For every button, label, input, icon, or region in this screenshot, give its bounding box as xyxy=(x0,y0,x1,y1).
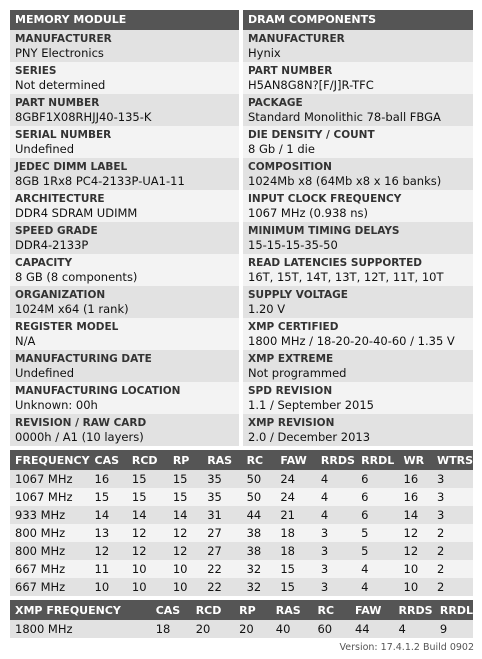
info-cell xyxy=(10,94,239,126)
info-value: Hynix xyxy=(248,46,281,60)
xmp-col-header: FAW xyxy=(350,600,394,620)
timing-cell: 50 xyxy=(242,470,276,488)
info-value: 15-15-15-35-50 xyxy=(248,238,338,252)
timing-cell: 15 xyxy=(168,470,202,488)
xmp-col-header: RRDL xyxy=(435,600,473,620)
info-label: XMP REVISION xyxy=(248,417,335,429)
timing-cell: 21 xyxy=(275,506,316,524)
info-value: 1.1 / September 2015 xyxy=(248,398,374,412)
timing-cell: 22 xyxy=(202,578,241,596)
timing-cell: 4 xyxy=(356,560,398,578)
timing-cell: 12 xyxy=(90,542,127,560)
info-label: ORGANIZATION xyxy=(15,289,106,301)
timing-col-header: RC xyxy=(242,450,276,470)
info-value: Not determined xyxy=(15,78,106,92)
info-label: ARCHITECTURE xyxy=(15,193,105,205)
timing-cell: 12 xyxy=(399,542,432,560)
timing-cell: 10 xyxy=(168,560,202,578)
timing-cell: 4 xyxy=(316,488,356,506)
xmp-col-header: RC xyxy=(312,600,349,620)
timing-col-header: RRDS xyxy=(316,450,356,470)
timing-cell: 44 xyxy=(242,506,276,524)
timing-cell: 3 xyxy=(432,506,473,524)
version-label: Version: 17.4.1.2 Build 0902 xyxy=(339,642,474,653)
timing-cell: 15 xyxy=(275,560,316,578)
xmp-cell: 18 xyxy=(151,620,191,638)
info-label: DIE DENSITY / COUNT xyxy=(248,129,375,141)
info-value: 16T, 15T, 14T, 13T, 12T, 11T, 10T xyxy=(248,270,444,284)
timing-cell: 24 xyxy=(275,470,316,488)
xmp-col-header: RAS xyxy=(271,600,313,620)
timing-cell: 3 xyxy=(316,524,356,542)
info-value: Undefined xyxy=(15,366,74,380)
timing-cell: 667 MHz xyxy=(10,560,90,578)
info-value: 1800 MHz / 18-20-20-40-60 / 1.35 V xyxy=(248,334,455,348)
timing-cell: 3 xyxy=(432,470,473,488)
info-cell xyxy=(243,94,473,126)
info-label: MANUFACTURER xyxy=(15,33,112,45)
info-cell xyxy=(10,286,239,318)
info-cell xyxy=(10,318,239,350)
info-value: PNY Electronics xyxy=(15,46,104,60)
info-label: COMPOSITION xyxy=(248,161,332,173)
info-cell xyxy=(243,158,473,190)
timing-cell: 6 xyxy=(356,470,398,488)
timing-row xyxy=(10,578,473,596)
info-value: 1024Mb x8 (64Mb x8 x 16 banks) xyxy=(248,174,442,188)
info-label: MANUFACTURING LOCATION xyxy=(15,385,181,397)
info-value: 8GB 1Rx8 PC4-2133P-UA1-11 xyxy=(15,174,185,188)
info-value: 2.0 / December 2013 xyxy=(248,430,371,444)
timing-cell: 14 xyxy=(127,506,168,524)
xmp-col-header: RCD xyxy=(191,600,234,620)
info-value: Undefined xyxy=(15,142,74,156)
info-value: DDR4 SDRAM UDIMM xyxy=(15,206,138,220)
timing-cell: 27 xyxy=(202,524,241,542)
memory-module-header: MEMORY MODULE xyxy=(10,10,239,30)
timing-cell: 32 xyxy=(242,578,276,596)
info-label: PART NUMBER xyxy=(15,97,100,109)
timing-row xyxy=(10,542,473,560)
info-cell xyxy=(243,318,473,350)
section-headers xyxy=(10,10,473,30)
timing-cell: 32 xyxy=(242,560,276,578)
timing-row xyxy=(10,524,473,542)
timing-cell: 15 xyxy=(168,488,202,506)
info-value: 0000h / A1 (10 layers) xyxy=(15,430,144,444)
timing-cell: 10 xyxy=(90,578,127,596)
timing-cell: 3 xyxy=(316,578,356,596)
timing-col-header: WR xyxy=(399,450,432,470)
timing-cell: 11 xyxy=(90,560,127,578)
timing-cell: 5 xyxy=(356,542,398,560)
info-label: INPUT CLOCK FREQUENCY xyxy=(248,193,402,205)
timing-cell: 16 xyxy=(399,470,432,488)
timing-cell: 12 xyxy=(399,524,432,542)
xmp-header-row xyxy=(10,600,473,620)
info-value: 1067 MHz (0.938 ns) xyxy=(248,206,369,220)
timing-cell: 1067 MHz xyxy=(10,470,90,488)
timing-cell: 38 xyxy=(242,524,276,542)
timing-cell: 15 xyxy=(127,488,168,506)
info-cell xyxy=(10,254,239,286)
timing-cell: 38 xyxy=(242,542,276,560)
timing-cell: 10 xyxy=(127,578,168,596)
info-label: PART NUMBER xyxy=(248,65,333,77)
info-label: SERIES xyxy=(15,65,57,77)
info-label: XMP CERTIFIED xyxy=(248,321,339,333)
timing-col-header: WTRS xyxy=(432,450,473,470)
info-value: DDR4-2133P xyxy=(15,238,89,252)
info-cell xyxy=(243,414,473,446)
info-label: SUPPLY VOLTAGE xyxy=(248,289,348,301)
timing-col-header: FREQUENCY xyxy=(10,450,90,470)
timing-cell: 16 xyxy=(90,470,127,488)
timing-col-header: RAS xyxy=(202,450,241,470)
info-value: N/A xyxy=(15,334,36,348)
timing-cell: 10 xyxy=(127,560,168,578)
xmp-col-header: XMP FREQUENCY xyxy=(10,600,151,620)
timing-cell: 12 xyxy=(168,524,202,542)
info-value: 8 Gb / 1 die xyxy=(248,142,315,156)
timing-cell: 6 xyxy=(356,506,398,524)
timing-cell: 12 xyxy=(127,542,168,560)
timing-cell: 5 xyxy=(356,524,398,542)
spd-report xyxy=(10,10,473,638)
timing-cell: 50 xyxy=(242,488,276,506)
info-label: JEDEC DIMM LABEL xyxy=(15,161,128,173)
timing-cell: 14 xyxy=(168,506,202,524)
xmp-cell: 4 xyxy=(394,620,435,638)
timing-cell: 35 xyxy=(202,470,241,488)
info-value: Not programmed xyxy=(248,366,347,380)
info-cell xyxy=(243,222,473,254)
timing-row xyxy=(10,560,473,578)
info-label: SPD REVISION xyxy=(248,385,333,397)
info-label: MANUFACTURING DATE xyxy=(15,353,152,365)
info-cell xyxy=(10,222,239,254)
timing-cell: 18 xyxy=(275,524,316,542)
xmp-cell: 44 xyxy=(350,620,394,638)
timing-cell: 18 xyxy=(275,542,316,560)
info-cell xyxy=(243,254,473,286)
info-cell xyxy=(10,158,239,190)
timing-cell: 2 xyxy=(432,578,473,596)
info-value: Standard Monolithic 78-ball FBGA xyxy=(248,110,441,124)
timing-cell: 31 xyxy=(202,506,241,524)
info-label: MANUFACTURER xyxy=(248,33,345,45)
timing-cell: 12 xyxy=(168,542,202,560)
timing-row xyxy=(10,506,473,524)
timing-cell: 6 xyxy=(356,488,398,506)
info-label: PACKAGE xyxy=(248,97,303,109)
info-value: Unknown: 00h xyxy=(15,398,98,412)
info-label: READ LATENCIES SUPPORTED xyxy=(248,257,422,269)
timing-cell: 800 MHz xyxy=(10,524,90,542)
timing-cell: 27 xyxy=(202,542,241,560)
timing-cell: 4 xyxy=(356,578,398,596)
timing-cell: 15 xyxy=(275,578,316,596)
info-cell xyxy=(10,190,239,222)
timing-cell: 3 xyxy=(432,488,473,506)
xmp-cell: 1800 MHz xyxy=(10,620,151,638)
timing-cell: 15 xyxy=(127,470,168,488)
info-label: XMP EXTREME xyxy=(248,353,334,365)
info-label: MINIMUM TIMING DELAYS xyxy=(248,225,400,237)
info-cell xyxy=(243,126,473,158)
info-cell xyxy=(243,190,473,222)
info-label: SPEED GRADE xyxy=(15,225,98,237)
info-value: 8 GB (8 components) xyxy=(15,270,138,284)
info-value: 1.20 V xyxy=(248,302,286,316)
timing-cell: 2 xyxy=(432,542,473,560)
timing-cell: 24 xyxy=(275,488,316,506)
info-cell xyxy=(10,350,239,382)
timing-cell: 2 xyxy=(432,524,473,542)
xmp-cell: 20 xyxy=(191,620,234,638)
dram-components-header: DRAM COMPONENTS xyxy=(243,10,473,30)
timing-cell: 10 xyxy=(399,578,432,596)
timing-col-header: RP xyxy=(168,450,202,470)
xmp-col-header: RRDS xyxy=(394,600,435,620)
xmp-cell: 20 xyxy=(234,620,271,638)
xmp-col-header: CAS xyxy=(151,600,191,620)
info-cell xyxy=(243,382,473,414)
info-cell xyxy=(10,30,239,62)
info-label: REVISION / RAW CARD xyxy=(15,417,147,429)
timing-cell: 4 xyxy=(316,506,356,524)
timing-row xyxy=(10,470,473,488)
timing-col-header: CAS xyxy=(90,450,127,470)
timing-col-header: RCD xyxy=(127,450,168,470)
timing-cell: 10 xyxy=(399,560,432,578)
timing-cell: 22 xyxy=(202,560,241,578)
info-cell xyxy=(243,62,473,94)
info-label: REGISTER MODEL xyxy=(15,321,119,333)
timing-header-row xyxy=(10,450,473,470)
info-value: 8GBF1X08RHJJ40-135-K xyxy=(15,110,152,124)
info-cell xyxy=(10,62,239,94)
xmp-col-header: RP xyxy=(234,600,271,620)
timing-cell: 15 xyxy=(90,488,127,506)
info-grid xyxy=(10,30,473,446)
timing-cell: 4 xyxy=(316,470,356,488)
timing-col-header: RRDL xyxy=(356,450,398,470)
timing-cell: 13 xyxy=(90,524,127,542)
info-cell xyxy=(10,382,239,414)
timing-col-header: FAW xyxy=(275,450,316,470)
xmp-cell: 40 xyxy=(271,620,313,638)
timing-cell: 2 xyxy=(432,560,473,578)
timing-cell: 667 MHz xyxy=(10,578,90,596)
info-value: 1024M x64 (1 rank) xyxy=(15,302,129,316)
timing-cell: 3 xyxy=(316,560,356,578)
info-cell xyxy=(10,414,239,446)
info-cell xyxy=(243,350,473,382)
timing-cell: 10 xyxy=(168,578,202,596)
timing-cell: 35 xyxy=(202,488,241,506)
timing-cell: 3 xyxy=(316,542,356,560)
xmp-cell: 9 xyxy=(435,620,473,638)
info-cell xyxy=(243,286,473,318)
timing-table xyxy=(10,450,473,596)
timing-cell: 1067 MHz xyxy=(10,488,90,506)
timing-cell: 12 xyxy=(127,524,168,542)
timing-cell: 933 MHz xyxy=(10,506,90,524)
timing-cell: 14 xyxy=(90,506,127,524)
xmp-cell: 60 xyxy=(312,620,349,638)
xmp-table xyxy=(10,600,473,638)
timing-row xyxy=(10,488,473,506)
info-label: CAPACITY xyxy=(15,257,73,269)
info-label: SERIAL NUMBER xyxy=(15,129,112,141)
info-value: H5AN8G8N?[F/J]R-TFC xyxy=(248,78,374,92)
timing-cell: 14 xyxy=(399,506,432,524)
timing-cell: 800 MHz xyxy=(10,542,90,560)
info-cell xyxy=(243,30,473,62)
info-cell xyxy=(10,126,239,158)
timing-cell: 16 xyxy=(399,488,432,506)
xmp-row xyxy=(10,620,473,638)
